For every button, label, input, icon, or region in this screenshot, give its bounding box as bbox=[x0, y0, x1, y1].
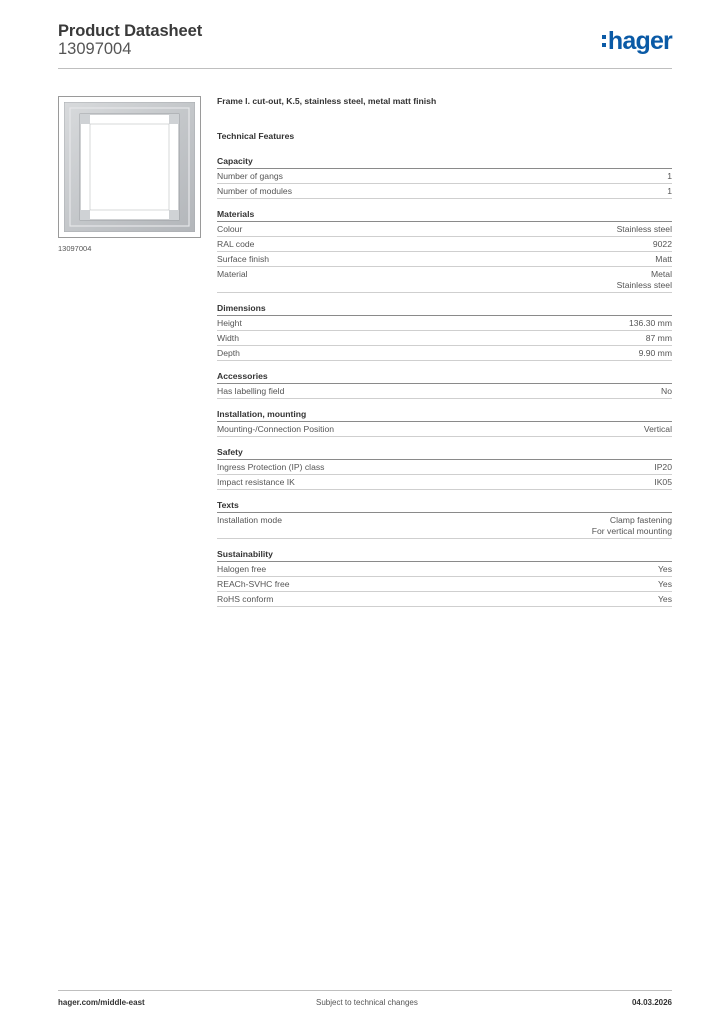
spec-label: Height bbox=[217, 317, 242, 328]
spec-value-line: Yes bbox=[657, 563, 672, 574]
product-number: 13097004 bbox=[58, 40, 132, 58]
spec-label: Mounting-/Connection Position bbox=[217, 423, 335, 434]
product-image-box bbox=[58, 96, 201, 238]
section-capacity bbox=[217, 157, 672, 199]
section-title: Dimensions bbox=[217, 304, 672, 316]
spec-row bbox=[217, 184, 672, 199]
spec-value bbox=[658, 564, 672, 575]
spec-value bbox=[667, 171, 672, 182]
spec-value bbox=[661, 386, 672, 397]
spec-value bbox=[629, 318, 672, 329]
footer-website: hager.com/middle-east bbox=[58, 998, 145, 1007]
spec-value-line: No bbox=[661, 385, 672, 396]
spec-value-line: Stainless steel bbox=[616, 223, 672, 234]
spec-value-line: IP20 bbox=[654, 461, 672, 472]
spec-label: Material bbox=[217, 268, 248, 279]
spec-label: Halogen free bbox=[217, 563, 267, 574]
spec-row bbox=[217, 331, 672, 346]
spec-value-line: Yes bbox=[657, 593, 672, 604]
page-title: Product Datasheet bbox=[58, 22, 203, 40]
spec-value bbox=[644, 424, 672, 435]
spec-label: Width bbox=[217, 332, 239, 343]
spec-row bbox=[217, 562, 672, 577]
spec-row bbox=[217, 252, 672, 267]
spec-label: Surface finish bbox=[217, 253, 270, 264]
spec-value-line: Vertical bbox=[643, 423, 672, 434]
spec-value-line: IK05 bbox=[654, 476, 672, 487]
spec-value bbox=[617, 224, 672, 235]
spec-value bbox=[654, 477, 672, 488]
spec-row bbox=[217, 237, 672, 252]
spec-row bbox=[217, 267, 672, 293]
section-title: Texts bbox=[217, 501, 672, 513]
spec-value-line: 87 mm bbox=[645, 332, 672, 343]
section-title: Sustainability bbox=[217, 550, 672, 562]
feature-sections bbox=[217, 157, 672, 607]
spec-label: REACh-SVHC free bbox=[217, 578, 290, 589]
spec-row bbox=[217, 475, 672, 490]
technical-features-heading: Technical Features bbox=[217, 131, 295, 141]
spec-value bbox=[658, 594, 672, 605]
spec-value bbox=[646, 333, 672, 344]
frame-product-image bbox=[64, 102, 195, 232]
section-installation-mounting bbox=[217, 410, 672, 437]
page-header bbox=[58, 22, 672, 68]
section-texts bbox=[217, 501, 672, 539]
spec-label: Number of modules bbox=[217, 185, 292, 196]
spec-label: Ingress Protection (IP) class bbox=[217, 461, 325, 472]
spec-value bbox=[592, 515, 672, 537]
spec-value bbox=[654, 462, 672, 473]
spec-label: Installation mode bbox=[217, 514, 282, 525]
section-materials bbox=[217, 210, 672, 293]
spec-value-line: Metal bbox=[650, 268, 672, 279]
spec-row bbox=[217, 460, 672, 475]
spec-row bbox=[217, 222, 672, 237]
spec-value-line: 9.90 mm bbox=[638, 347, 672, 358]
spec-row bbox=[217, 316, 672, 331]
footer-notice: Subject to technical changes bbox=[316, 998, 418, 1007]
section-title: Capacity bbox=[217, 157, 672, 169]
section-title: Installation, mounting bbox=[217, 410, 672, 422]
spec-row bbox=[217, 513, 672, 539]
section-title: Materials bbox=[217, 210, 672, 222]
spec-value-line: Clamp fastening bbox=[609, 514, 672, 525]
hager-logo bbox=[602, 26, 672, 56]
spec-value-line: Matt bbox=[655, 253, 672, 264]
spec-row bbox=[217, 422, 672, 437]
spec-value-line: Stainless steel bbox=[616, 279, 672, 290]
spec-label: Impact resistance IK bbox=[217, 476, 295, 487]
spec-label: Number of gangs bbox=[217, 170, 283, 181]
spec-value bbox=[658, 579, 672, 590]
footer-divider bbox=[58, 990, 672, 991]
footer-date: 04.03.2026 bbox=[631, 998, 672, 1007]
spec-label: Colour bbox=[217, 223, 243, 234]
spec-row bbox=[217, 592, 672, 607]
spec-label: RoHS conform bbox=[217, 593, 274, 604]
section-sustainability bbox=[217, 550, 672, 607]
spec-label: Depth bbox=[217, 347, 240, 358]
image-caption: 13097004 bbox=[58, 244, 92, 253]
section-accessories bbox=[217, 372, 672, 399]
spec-value bbox=[655, 254, 672, 265]
spec-value bbox=[617, 269, 672, 291]
spec-label: Has labelling field bbox=[217, 385, 285, 396]
product-description: Frame l. cut-out, K.5, stainless steel, metal matt finish bbox=[217, 96, 437, 106]
spec-row bbox=[217, 577, 672, 592]
section-title: Safety bbox=[217, 448, 672, 460]
spec-row bbox=[217, 346, 672, 361]
spec-row bbox=[217, 384, 672, 399]
spec-value bbox=[653, 239, 672, 250]
spec-value-line: For vertical mounting bbox=[591, 525, 672, 536]
datasheet-content bbox=[217, 96, 672, 607]
spec-value-line: 1 bbox=[667, 170, 672, 181]
spec-row bbox=[217, 169, 672, 184]
spec-value-line: 136.30 mm bbox=[629, 317, 672, 328]
section-title: Accessories bbox=[217, 372, 672, 384]
spec-value-line: 1 bbox=[667, 185, 672, 196]
spec-value-line: 9022 bbox=[652, 238, 672, 249]
section-dimensions bbox=[217, 304, 672, 361]
spec-value bbox=[639, 348, 672, 359]
spec-value bbox=[667, 186, 672, 197]
spec-value-line: Yes bbox=[657, 578, 672, 589]
header-divider bbox=[58, 68, 672, 69]
logo-dots-icon bbox=[602, 33, 606, 49]
spec-label: RAL code bbox=[217, 238, 255, 249]
section-safety bbox=[217, 448, 672, 490]
logo-wordmark: hager bbox=[607, 27, 672, 55]
